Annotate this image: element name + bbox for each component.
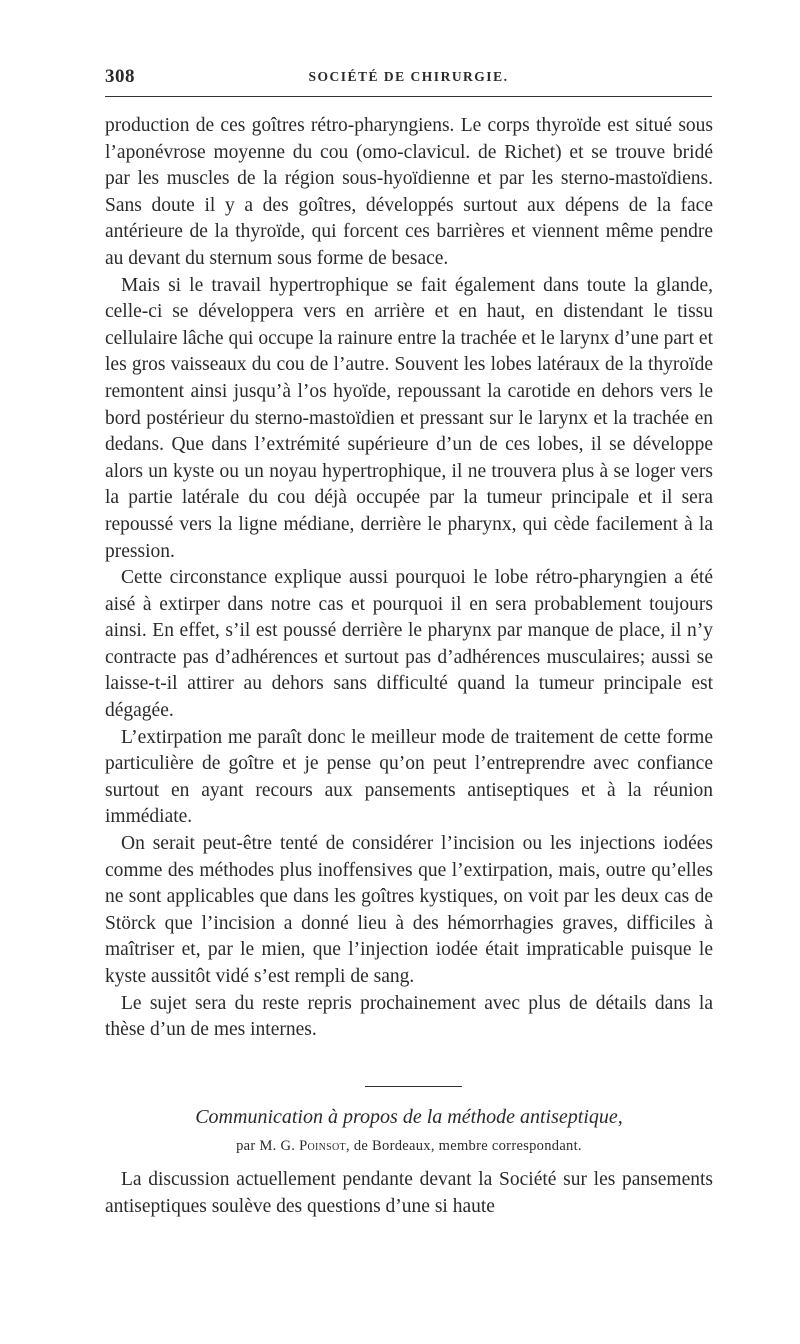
paragraph: production de ces goîtres rétro-pharyngiens. Le corps thyroïde est situé sous l’aponévrose moyenne du cou (omo-clavicul. de Richet) et se trouve bridé par les muscles de la région sous-hyoïdienne et par les sterno-mastoïdiens. Sans doute il y a des goîtres, développés surtout aux dépens de la face antérieure de la thyroïde, qui forcent ces barrières et viennent même pendre au devant du sternum sous forme de besace. [105,115,713,269]
paragraph: L’extirpation me paraît donc le meilleur mode de traitement de cette forme particulière de goître et je pense qu’on peut l’entreprendre avec confiance surtout en ayant recours aux pansements antiseptiques et à la réunion immédiate. [105,726,713,828]
paragraph: Cette circonstance explique aussi pourquoi le lobe rétro-pharyngien a été aisé à extirper dans notre cas et pourquoi il en sera probablement toujours ainsi. En effet, s’il est poussé derrière le pharynx par manque de place, il n’y contracte pas d’adhérences et surtout pas d’adhérences musculaires; aussi se laisse-t-il attirer au dehors sans difficulté quand la tumeur principale est dégagée. [105,567,713,722]
author-name: Poinsot [299,1138,346,1154]
paragraph: Le sujet sera du reste repris prochainement avec plus de détails dans la thèse d’un de mes internes. [105,992,713,1041]
running-header [105,66,712,92]
communication-byline [105,1136,713,1156]
running-title: SOCIÉTÉ DE CHIRURGIE. [308,69,509,84]
byline-suffix: , de Bordeaux, membre correspondant. [345,1138,582,1154]
communication-title: Communication à propos de la méthode antiseptique, [195,1106,623,1128]
paragraph: Mais si le travail hypertrophique se fait également dans toute la glande, celle-ci se développera vers en arrière et en haut, en distendant le tissu cellulaire lâche qui occupe la rainure entre la trachée et le larynx d’une part et les gros vaisseaux du cou de l’autre. Souvent les lobes latéraux de la thyroïde remontent ainsi jusqu’à l’os hyoïde, repoussant la carotide en dehors vers le bord postérieur du sterno-mastoïdien et pressant sur le larynx et la trachée en dedans. Que dans l’extrémité supérieure d’un de ces lobes, il se développe alors un kyste ou un noyau hypertrophique, il ne trouvera plus à se loger vers la partie latérale du cou déjà occupée par la tumeur principale et il sera repoussé vers la ligne médiane, derrière le pharynx, qui cède facilement à la pression. [105,274,713,562]
byline-prefix: par M. G. [236,1138,300,1154]
paragraph: On serait peut-être tenté de considérer l’incision ou les injections iodées comme des méthodes plus inoffensives que l’extirpation, mais, outre qu’elles ne sont applicables que dans les goîtres kystiques, on voit par les deux cas de Störck que l’incision a donné lieu à des hémorrhagies graves, difficiles à maîtriser et, par le mien, que l’injection iodée était impraticable puisque le kyste aussitôt vidé s’est rempli de sang. [105,833,713,987]
header-rule [105,96,712,97]
communication-body [105,1167,713,1220]
section-separator [365,1086,462,1087]
body-text [105,113,713,1044]
page-number: 308 [105,66,135,87]
paragraph: La discussion actuellement pendante devant la Société sur les pansements antiseptiques soulève des questions d’une si haute [105,1169,713,1217]
